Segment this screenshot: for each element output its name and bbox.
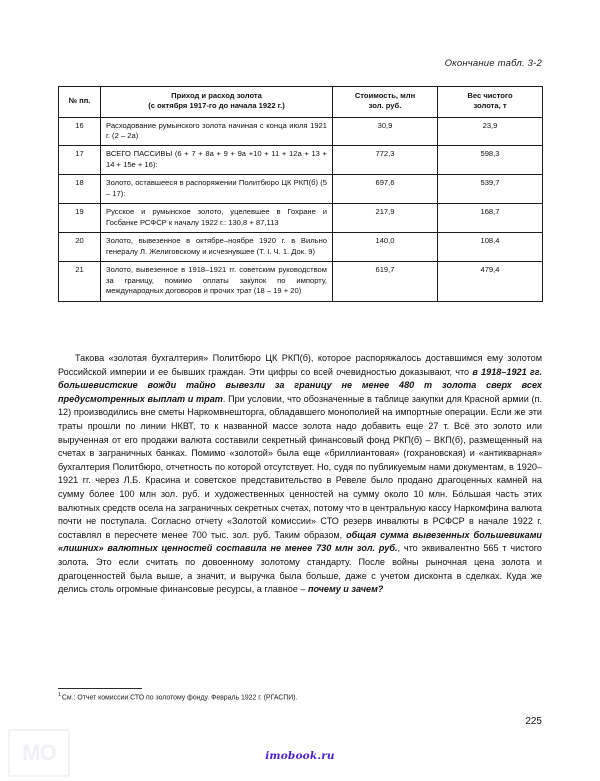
cell-number: 19 xyxy=(59,204,101,233)
table xyxy=(58,86,543,302)
table-row xyxy=(59,204,543,233)
cell-cost: 217,9 xyxy=(333,204,438,233)
body-segment-3: , что эквивалентно 565 т чистого золота. Это если считать по довоенному золотому стандарту. После войны рыночная цена золота и драгоценностей была выше, а значит, и выручка была больше, даже с учетом дисконта в сделках. Куда же делись столь огромные финансовые ресурсы, а главное – xyxy=(58,543,542,595)
cell-mass: 168,7 xyxy=(438,204,543,233)
column-header-mass-line2: золота, т xyxy=(473,101,507,111)
cell-number: 20 xyxy=(59,233,101,262)
cell-number: 18 xyxy=(59,175,101,204)
cell-number: 17 xyxy=(59,146,101,175)
cell-description: ВСЕГО ПАССИВЫ (6 + 7 + 8а + 9 + 9а +10 + 11 + 12а + 13 + 14 + 15е + 16): xyxy=(101,146,333,175)
table-row xyxy=(59,117,543,146)
cell-description: Русское и румынское золото, уцелевшее в Гохране и Госбанке РСФСР к началу 1922 г.: 130,8 + 87,113 xyxy=(101,204,333,233)
table-row xyxy=(59,262,543,301)
watermark-logo: MO xyxy=(8,729,70,777)
footnote-marker: 1 xyxy=(58,692,61,698)
column-header-mass xyxy=(438,87,543,118)
table-body xyxy=(59,117,543,301)
body-emphasis-3: почему и зачем? xyxy=(307,584,384,595)
table-row xyxy=(59,233,543,262)
table-row xyxy=(59,146,543,175)
cell-description: Золото, вывезенное в октябре–ноябре 1920 г. в Вильно генералу Л. Желиговскому и исчезнувшее (Т. I. Ч. 1. Док. 9) xyxy=(101,233,333,262)
cell-description: Золото, вывезенное в 1918–1921 гг. советским руководством за границу, помимо оплаты закупок по импорту, международных договоров и прочих трат (18 – 19 + 20) xyxy=(101,262,333,301)
footnote-text: См.: Отчет комиссии СТО по золотому фонду. Февраль 1922 г. (РГАСПИ). xyxy=(61,694,298,702)
column-header-number-label: № пп. xyxy=(68,96,91,106)
cell-number: 21 xyxy=(59,262,101,301)
running-head: Окончание табл. 3-2 xyxy=(444,58,542,69)
cell-mass: 539,7 xyxy=(438,175,543,204)
column-header-cost-line1: Стоимость, млн xyxy=(354,91,416,100)
column-header-cost xyxy=(333,87,438,118)
body-emphasis-2: общая сумма вывезенных большевиками «лишних» валютных ценностей составила не менее 730 млн зол. руб. xyxy=(58,529,542,554)
watermark-site-url: imobook.ru xyxy=(265,750,335,762)
column-header-mass-line1: Вес чистого xyxy=(467,91,513,100)
body-emphasis-1: в 1918–1921 гг. большевистские вожди тайно вывезли за границу не менее 480 т золота сверх всех предусмотренных выплат и трат xyxy=(58,366,542,404)
column-header-number xyxy=(59,87,101,118)
gold-accounting-table xyxy=(58,86,542,302)
cell-mass: 479,4 xyxy=(438,262,543,301)
cell-mass: 598,3 xyxy=(438,146,543,175)
footnote xyxy=(58,692,542,703)
cell-cost: 772,3 xyxy=(333,146,438,175)
cell-cost: 619,7 xyxy=(333,262,438,301)
body-segment-2: . При условии, что обозначенные в таблице закупки для Красной армии (п. 12) производились вне сметы Наркомвнешторга, обладавшего монополией на импортные операции. Если же эти траты прошли по линии НКВТ, то к названной массе золота надо добавить еще 27 т. Всё это золото или вырученная от его продажи валюта составили секретный финансовый фонд РКП(б) – ВКП(б), размещенный на счетах в заграничных банках. Помимо «золотой» была еще «бриллиантовая» (гохрановская) и «антикварная» бухгалтерия Политбюро, отчетность по которой отсутствует. Но, судя по публикуемым нами документам, в 1920–1921 гг. через Л.Б. Красина и советское представительство в Ревеле было продано драгоценных камней на сумму более 100 млн зол. руб. и художественных ценностей на сумму около 10 млн. Бо́льшая часть этих валютных средств осела на заграничных секретных счетах, потому что в центральную кассу Наркомфина валюта почти не поступала. Согласно отчету «Золотой комиссии» СТО резерв инвалюты в РСФСР в начале 1922 г. составлял в пересчете менее 700 тыс. зол. руб. Таким образом, xyxy=(58,393,542,540)
table-header-row xyxy=(59,87,543,118)
table-row xyxy=(59,175,543,204)
column-header-description-line1: Приход и расход золота xyxy=(171,91,262,100)
cell-cost: 30,9 xyxy=(333,117,438,146)
cell-mass: 23,9 xyxy=(438,117,543,146)
body-paragraph xyxy=(58,352,542,597)
column-header-cost-line2: зол. руб. xyxy=(368,101,402,111)
table-head xyxy=(59,87,543,118)
cell-cost: 697,6 xyxy=(333,175,438,204)
footnote-separator xyxy=(58,688,142,689)
cell-description: Золото, оставшееся в распоряжении Политбюро ЦК РКП(б) (5 – 17): xyxy=(101,175,333,204)
cell-description: Расходование румынского золота начиная с конца июля 1921 г. (2 – 2а) xyxy=(101,117,333,146)
page-number: 225 xyxy=(525,716,542,727)
column-header-description xyxy=(101,87,333,118)
cell-mass: 108,4 xyxy=(438,233,543,262)
body-segment-1: Такова «золотая бухгалтерия» Политбюро ЦК РКП(б), которое распоряжалось доставшимся ему золотом Российской империи и ее бывших граждан. Эти цифры со всей очевидностью доказывают, что xyxy=(58,353,542,377)
cell-number: 16 xyxy=(59,117,101,146)
cell-cost: 140,0 xyxy=(333,233,438,262)
column-header-description-line2: (с октября 1917-го до начала 1922 г.) xyxy=(148,101,285,111)
